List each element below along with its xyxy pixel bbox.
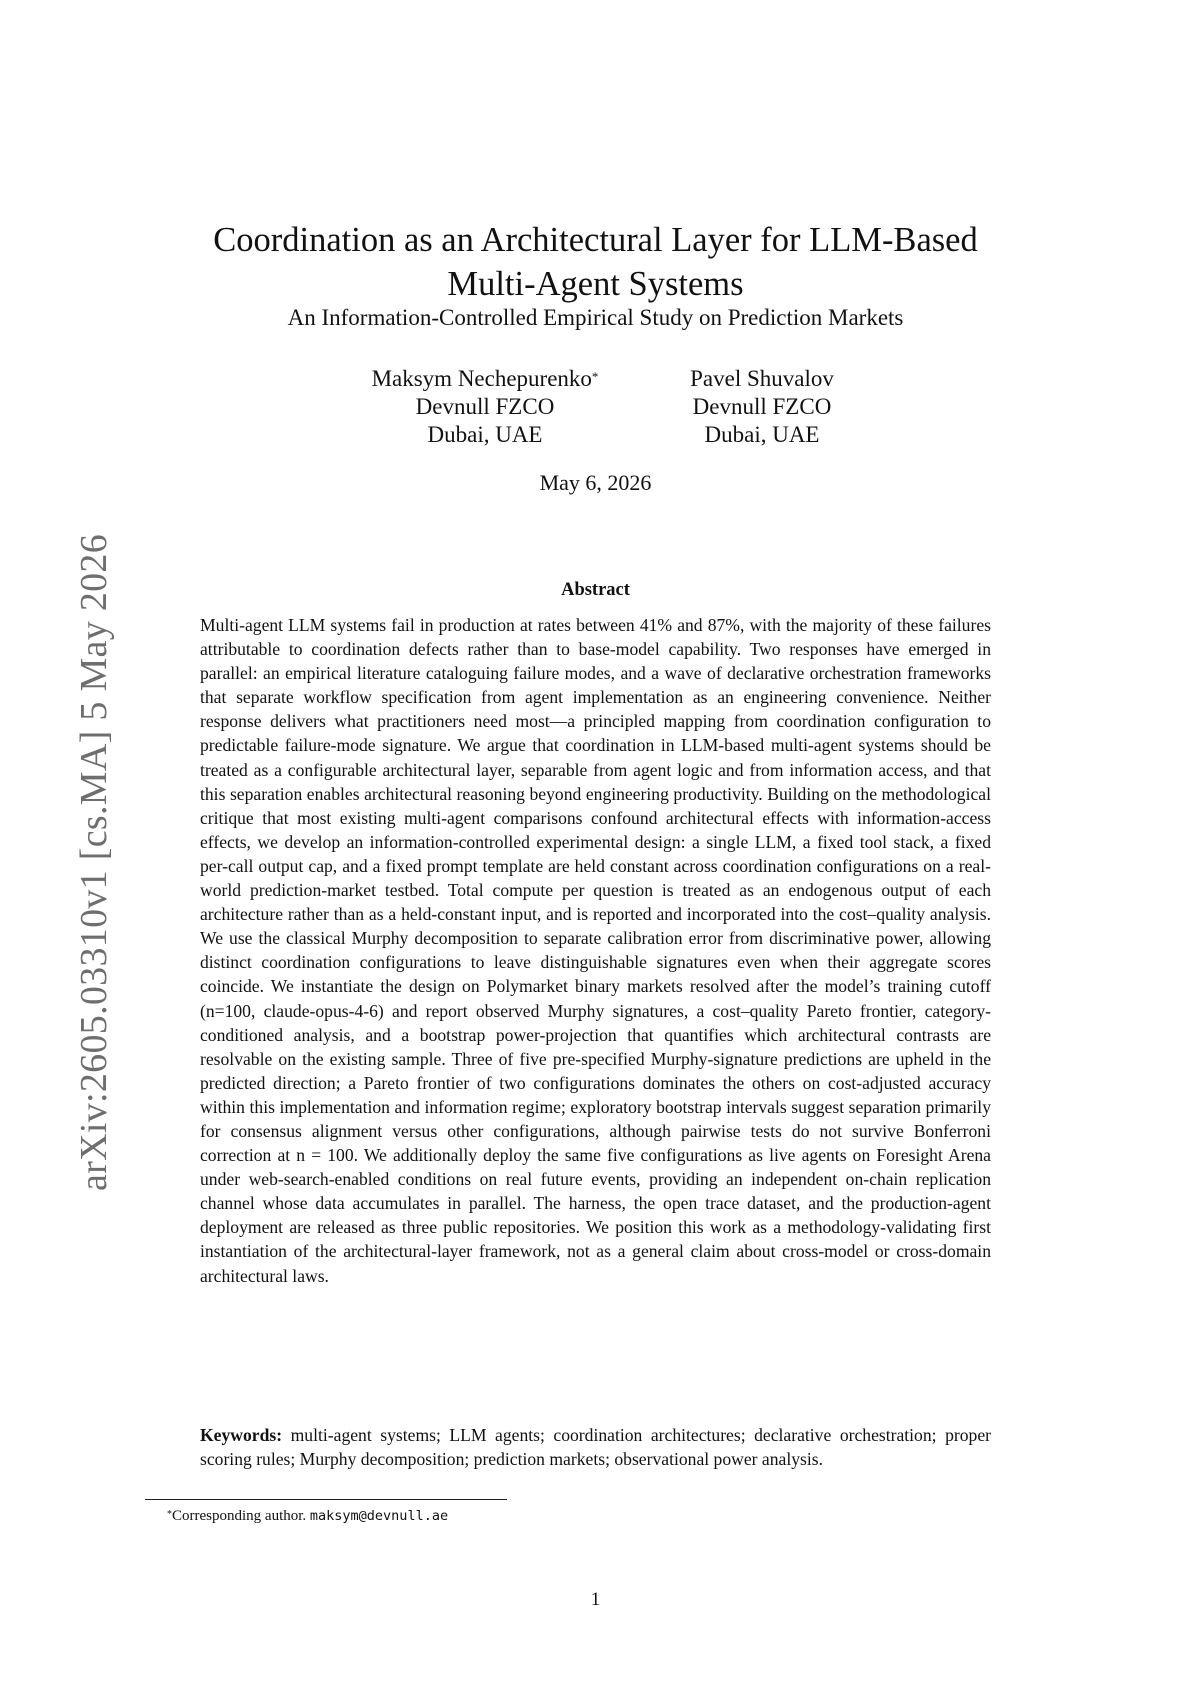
author-location: Dubai, UAE — [427, 422, 543, 447]
footnote-text: Corresponding author. — [172, 1508, 307, 1524]
abstract-heading: Abstract — [561, 580, 630, 600]
footnote-email-link[interactable]: maksym@devnull.ae — [309, 1508, 449, 1524]
paper-subtitle: An Information-Controlled Empirical Study on Prediction Markets — [287, 305, 904, 330]
author-name: Pavel Shuvalov — [690, 366, 834, 391]
keywords-label: Keywords: — [200, 1425, 283, 1445]
page-number: 1 — [590, 1589, 601, 1610]
publication-date: May 6, 2026 — [539, 470, 652, 495]
abstract-body: Multi-agent LLM systems fail in production at rates between 41% and 87%, with the majority of these failures attributable to coordination defects rather than to base-model capability. Two responses have emerged in parallel: an empirical literature cataloguing failure modes, and a wave of declarative orchestration frameworks that separate workflow specification from agent implementation as an engineering convenience. Neither response delivers what practitioners need most—a principled mapping from coordination configuration to predictable failure-mode signature. We argue that coordination in LLM-based multi-agent systems should be treated as a configurable architectural layer, separable from agent logic and from information access, and that this separation enables architectural reasoning beyond engineering productivity. Building on the methodological critique that most existing multi-agent comparisons confound architectural effects with information-access effects, we develop an information-controlled experimental design: a single LLM, a fixed tool stack, a fixed per-call output cap, and a fixed prompt template are held constant across coordination configurations on a real-world prediction-market testbed. Total compute per question is treated as an endogenous output of each architecture rather than as a held-constant input, and is reported and incorporated into the cost–quality analysis. We use the classical Murphy decomposition to separate calibration error from discriminative power, allowing distinct coordination configurations to leave distinguishable signatures even when their aggregate scores coincide. We instantiate the design on Polymarket binary markets resolved after the model’s training cutoff (n=100, claude-opus-4-6) and report observed Murphy signatures, a cost–quality Pareto frontier, category-conditioned analysis, and a bootstrap power-projection that quantifies which architectural contrasts are resolvable on the existing sample. Three of five pre-specified Murphy-signature predictions are upheld in the predicted direction; a Pareto frontier of two configurations dominates the others on cost-adjusted accuracy within this implementation and information regime; exploratory bootstrap intervals suggest separation primarily for consensus alignment versus other configurations, although pairwise tests do not survive Bonferroni correction at n = 100. We additionally deploy the same five configurations as live agents on Foresight Arena under web-search-enabled conditions on real future events, providing an independent on-chain replication channel whose data accumulates in parallel. The harness, the open trace dataset, and the production-agent deployment are released as three public repositories. We position this work as a methodology-validating first instantiation of the architectural-layer framework, not as a general claim about cross-model or cross-domain architectural laws. — [200, 615, 991, 1286]
footnote-marker: * — [167, 1509, 172, 1520]
author-location: Dubai, UAE — [704, 422, 820, 447]
title-line-2: Multi-Agent Systems — [447, 265, 744, 303]
author-affiliation: Devnull FZCO — [415, 394, 555, 419]
author-name: Maksym Nechepurenko — [371, 366, 592, 391]
keywords-paragraph — [200, 1423, 991, 1471]
keywords-list: multi-agent systems; LLM agents; coordination architectures; declarative orchestration; proper scoring rules; Murphy decomposition; prediction markets; observational power analysis. — [200, 1425, 991, 1470]
paper-title — [190, 218, 1001, 306]
author-block-2 — [672, 365, 852, 449]
author-affiliation: Devnull FZCO — [692, 394, 832, 419]
arxiv-identifier-stamp: arXiv:2605.03310v1 [cs.MA] 5 May 2026 — [73, 533, 115, 1191]
title-line-1: Coordination as an Architectural Layer for LLM-Based — [213, 221, 978, 259]
footnote-divider — [145, 1499, 507, 1500]
corresponding-author-marker: * — [591, 369, 599, 384]
footnote — [167, 1506, 867, 1526]
author-block-1 — [355, 365, 615, 449]
